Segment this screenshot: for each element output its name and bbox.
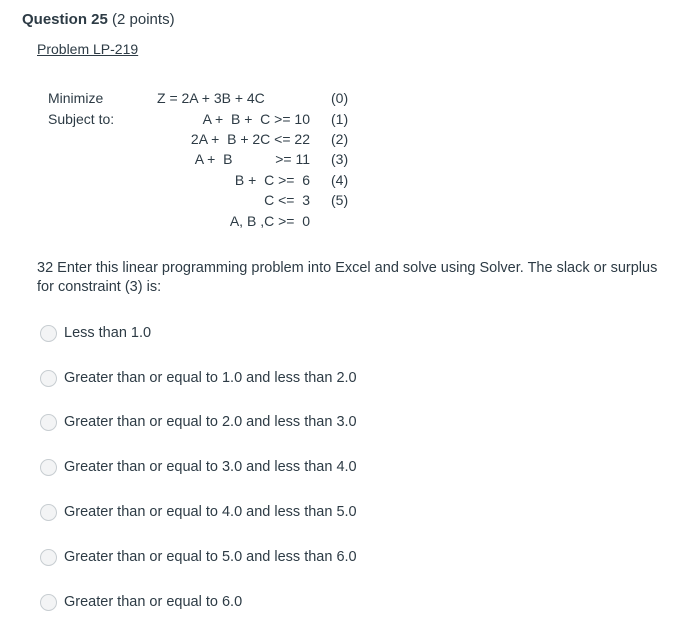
answer-option[interactable]	[40, 501, 357, 523]
question-header	[22, 10, 175, 30]
radio-button[interactable]	[40, 594, 57, 611]
answer-option[interactable]	[40, 591, 242, 613]
answer-label: Less than 1.0	[64, 325, 152, 341]
constraint-5: C <= 3	[264, 192, 310, 208]
radio-button[interactable]	[40, 549, 57, 566]
constraint-4: B + C >= 6	[234, 172, 310, 188]
constraint-2: 2A + B + 2C <= 22	[190, 131, 310, 147]
subject-to-label: Subject to:	[48, 111, 115, 127]
radio-button[interactable]	[40, 504, 57, 521]
question-title: Question 25	[22, 11, 108, 28]
radio-button[interactable]	[40, 459, 57, 476]
answer-label: Greater than or equal to 3.0 and less than 4.0	[64, 459, 357, 475]
answer-label: Greater than or equal to 4.0 and less than 5.0	[64, 504, 357, 520]
answer-option[interactable]	[40, 546, 357, 568]
objective-function: Z = 2A + 3B + 4C	[157, 90, 265, 106]
answer-label: Greater than or equal to 2.0 and less than 3.0	[64, 414, 357, 430]
answer-option[interactable]	[40, 411, 357, 433]
minimize-label: Minimize	[48, 90, 104, 106]
question-points: (2 points)	[112, 11, 175, 28]
answer-label: Greater than or equal to 6.0	[64, 594, 243, 610]
nonnegativity-constraint: A, B ,C >= 0	[229, 213, 310, 229]
constraint-5-number: (5)	[331, 192, 349, 208]
constraint-1-number: (1)	[331, 111, 349, 127]
constraint-3-number: (3)	[331, 151, 349, 167]
radio-button[interactable]	[40, 414, 57, 431]
question-prompt: 32 Enter this linear programming problem into Excel and solve using Solver. The slack or surplus for constraint (3) is:	[37, 260, 658, 295]
radio-button[interactable]	[40, 370, 57, 387]
constraint-1: A + B + C >= 10	[202, 111, 310, 127]
constraint-2-number: (2)	[331, 131, 349, 147]
answer-label: Greater than or equal to 1.0 and less than 2.0	[64, 370, 357, 386]
radio-button[interactable]	[40, 325, 57, 342]
constraint-4-number: (4)	[331, 172, 349, 188]
answer-option[interactable]	[40, 367, 357, 389]
answer-label: Greater than or equal to 5.0 and less than 6.0	[64, 549, 357, 565]
objective-number: (0)	[331, 90, 349, 106]
answer-option[interactable]	[40, 456, 357, 478]
constraint-3: A + B >= 11	[194, 151, 310, 167]
answer-option[interactable]	[40, 322, 151, 344]
problem-link[interactable]: Problem LP-219	[37, 41, 139, 57]
